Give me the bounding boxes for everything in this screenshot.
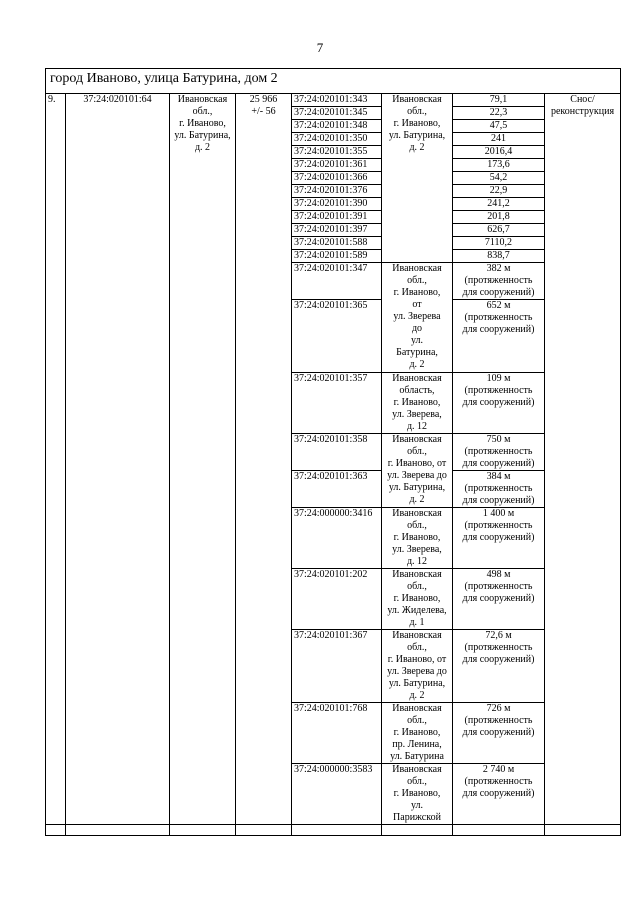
object-extent-line: (протяженность bbox=[464, 385, 533, 396]
object-extent-line: (протяженность bbox=[464, 312, 533, 323]
group-address bbox=[382, 94, 453, 263]
structure-address-line: ул. Батурина, bbox=[388, 678, 446, 689]
object-area bbox=[453, 133, 545, 146]
group-address-line: д. 2 bbox=[409, 142, 425, 153]
object-extent-line: 72,6 м bbox=[485, 630, 512, 641]
structure-address-line: Батурина, bbox=[396, 347, 438, 358]
structure-address bbox=[382, 508, 453, 569]
row-number-line: 9. bbox=[48, 94, 56, 105]
structure-address-line: г. Иваново, от bbox=[387, 458, 447, 469]
object-extent-line: 750 м bbox=[486, 434, 511, 445]
structure-address-line: ул. bbox=[410, 800, 424, 811]
object-cadastral-line: 37:24:020101:358 bbox=[294, 434, 368, 445]
structure-address-line: обл., bbox=[407, 581, 427, 592]
structure-address-line: ул. Зверева bbox=[393, 311, 441, 322]
spacer-cell bbox=[170, 825, 236, 836]
land-cadastral bbox=[66, 94, 170, 825]
object-extent-line: 726 м bbox=[486, 703, 511, 714]
object-extent bbox=[453, 263, 545, 300]
structure-address-line: обл., bbox=[407, 446, 427, 457]
object-extent bbox=[453, 471, 545, 508]
object-cadastral bbox=[292, 198, 382, 211]
object-cadastral bbox=[292, 185, 382, 198]
object-extent-line: для сооружений) bbox=[462, 458, 535, 469]
spacer-cell bbox=[292, 825, 382, 836]
structure-address-line: ул. bbox=[410, 335, 424, 346]
object-cadastral-line: 37:24:020101:589 bbox=[294, 250, 368, 261]
object-cadastral-line: 37:24:020101:357 bbox=[294, 373, 368, 384]
object-area bbox=[453, 94, 545, 107]
object-extent bbox=[453, 434, 545, 471]
object-cadastral-line: 37:24:020101:366 bbox=[294, 172, 368, 183]
spacer-cell bbox=[66, 825, 170, 836]
object-cadastral bbox=[292, 133, 382, 146]
object-cadastral bbox=[292, 159, 382, 172]
section-title: город Иваново, улица Батурина, дом 2 bbox=[46, 69, 621, 94]
object-extent-line: (протяженность bbox=[464, 581, 533, 592]
object-extent bbox=[453, 373, 545, 434]
structure-address-line: Ивановская bbox=[392, 630, 442, 641]
object-area-line: 241 bbox=[491, 133, 506, 144]
object-area bbox=[453, 185, 545, 198]
object-area bbox=[453, 107, 545, 120]
object-cadastral-line: 37:24:020101:350 bbox=[294, 133, 368, 144]
object-extent-line: 2 740 м bbox=[482, 764, 515, 775]
structure-address-line: д. 2 bbox=[409, 359, 425, 370]
object-area bbox=[453, 250, 545, 263]
object-area bbox=[453, 146, 545, 159]
land-address-line: ул. Батурина, bbox=[174, 130, 231, 141]
object-area bbox=[453, 237, 545, 250]
object-cadastral bbox=[292, 224, 382, 237]
object-extent-line: 498 м bbox=[486, 569, 511, 580]
object-extent-line: (протяженность bbox=[464, 483, 533, 494]
object-cadastral-line: 37:24:020101:768 bbox=[294, 703, 368, 714]
structure-address bbox=[382, 373, 453, 434]
object-extent-line: 384 м bbox=[486, 471, 511, 482]
object-area-line: 626,7 bbox=[487, 224, 510, 235]
object-area-line: 79,1 bbox=[489, 94, 508, 105]
structure-address-line: д. 12 bbox=[406, 421, 428, 432]
object-cadastral-line: 37:24:000000:3416 bbox=[294, 508, 373, 519]
object-cadastral bbox=[292, 373, 382, 434]
object-area-line: 241,2 bbox=[487, 198, 510, 209]
object-cadastral bbox=[292, 508, 382, 569]
structure-address-line: ул. Зверева, bbox=[392, 409, 442, 420]
group-address-line: обл., bbox=[407, 106, 427, 117]
structure-address bbox=[382, 630, 453, 703]
structure-address-line: г. Иваново, bbox=[393, 397, 441, 408]
land-address-line: Ивановская bbox=[177, 94, 228, 105]
structure-address-line: ул. Батурина bbox=[390, 751, 444, 762]
object-area bbox=[453, 159, 545, 172]
spacer-cell bbox=[236, 825, 292, 836]
object-cadastral-line: 37:24:020101:397 bbox=[294, 224, 368, 235]
structure-address bbox=[382, 764, 453, 825]
structure-address-line: Парижской bbox=[393, 812, 441, 823]
structure-address-line: ул. Батурина, bbox=[388, 482, 446, 493]
spacer-cell bbox=[382, 825, 453, 836]
object-extent-line: 109 м bbox=[486, 373, 511, 384]
object-extent-line: для сооружений) bbox=[462, 593, 535, 604]
structure-address-line: г. Иваново, от bbox=[387, 654, 447, 665]
structure-address-line: обл., bbox=[407, 776, 427, 787]
structure-address-line: д. 12 bbox=[406, 556, 428, 567]
row-number bbox=[46, 94, 66, 825]
object-extent-line: (протяженность bbox=[464, 776, 533, 787]
action bbox=[545, 94, 621, 825]
land-cadastral-line: 37:24:020101:64 bbox=[83, 94, 152, 105]
structure-address-line: Ивановская bbox=[392, 703, 442, 714]
structure-address bbox=[382, 263, 453, 373]
object-cadastral-line: 37:24:000000:3583 bbox=[294, 764, 373, 775]
structure-address-line: г. Иваново, bbox=[393, 593, 441, 604]
structure-address bbox=[382, 703, 453, 764]
object-cadastral bbox=[292, 569, 382, 630]
object-extent-line: 382 м bbox=[486, 263, 511, 274]
object-cadastral-line: 37:24:020101:365 bbox=[294, 300, 368, 311]
object-cadastral bbox=[292, 300, 382, 373]
object-extent-line: для сооружений) bbox=[462, 397, 535, 408]
object-extent bbox=[453, 569, 545, 630]
structure-address-line: Ивановская bbox=[392, 263, 442, 274]
object-area bbox=[453, 120, 545, 133]
structure-address-line: д. 2 bbox=[409, 494, 425, 505]
structure-address-line: Ивановская bbox=[392, 434, 442, 445]
object-cadastral-line: 37:24:020101:367 bbox=[294, 630, 368, 641]
structure-address-line: д. 1 bbox=[409, 617, 425, 628]
structure-address bbox=[382, 434, 453, 508]
land-area bbox=[236, 94, 292, 825]
object-cadastral-line: 37:24:020101:588 bbox=[294, 237, 368, 248]
object-area-line: 7110,2 bbox=[484, 237, 513, 248]
object-extent-line: для сооружений) bbox=[462, 727, 535, 738]
object-cadastral-line: 37:24:020101:348 bbox=[294, 120, 368, 131]
object-extent-line: для сооружений) bbox=[462, 287, 535, 298]
land-area-line: 25 966 bbox=[249, 94, 278, 105]
object-extent-line: для сооружений) bbox=[462, 788, 535, 799]
object-cadastral-line: 37:24:020101:347 bbox=[294, 263, 368, 274]
structure-address-line: от bbox=[412, 299, 422, 310]
object-cadastral-line: 37:24:020101:363 bbox=[294, 471, 368, 482]
object-extent bbox=[453, 764, 545, 825]
object-area-line: 838,7 bbox=[487, 250, 510, 261]
object-extent-line: (протяженность bbox=[464, 520, 533, 531]
object-area-line: 2016,4 bbox=[484, 146, 513, 157]
structure-address-line: Ивановская bbox=[392, 373, 442, 384]
object-cadastral bbox=[292, 471, 382, 508]
object-extent-line: (протяженность bbox=[464, 715, 533, 726]
structure-address-line: ул. Зверева до bbox=[387, 470, 447, 481]
object-cadastral-line: 37:24:020101:376 bbox=[294, 185, 368, 196]
object-area bbox=[453, 198, 545, 211]
structure-address-line: ул. Зверева до bbox=[387, 666, 447, 677]
action-line: Снос/ bbox=[570, 94, 595, 105]
structure-address-line: обл., bbox=[407, 715, 427, 726]
object-extent-line: (протяженность bbox=[464, 446, 533, 457]
structure-address-line: ул. Жиделева, bbox=[387, 605, 447, 616]
object-area-line: 22,9 bbox=[489, 185, 508, 196]
object-cadastral bbox=[292, 703, 382, 764]
spacer-cell bbox=[545, 825, 621, 836]
object-area-line: 173,6 bbox=[487, 159, 510, 170]
object-cadastral bbox=[292, 172, 382, 185]
object-area bbox=[453, 224, 545, 237]
object-extent bbox=[453, 508, 545, 569]
structure-address-line: г. Иваново, bbox=[393, 287, 441, 298]
object-cadastral-line: 37:24:020101:343 bbox=[294, 94, 368, 105]
object-extent-line: для сооружений) bbox=[462, 654, 535, 665]
group-address-line: г. Иваново, bbox=[393, 118, 441, 129]
structure-address-line: г. Иваново, bbox=[393, 727, 441, 738]
object-cadastral-line: 37:24:020101:361 bbox=[294, 159, 368, 170]
object-cadastral-line: 37:24:020101:202 bbox=[294, 569, 368, 580]
structure-address-line: д. 2 bbox=[409, 690, 425, 701]
object-cadastral bbox=[292, 146, 382, 159]
structure-address-line: г. Иваново, bbox=[393, 532, 441, 543]
object-extent-line: для сооружений) bbox=[462, 532, 535, 543]
objects-table bbox=[45, 68, 621, 836]
table-row-spacer bbox=[46, 825, 621, 836]
object-area-line: 47,5 bbox=[489, 120, 508, 131]
spacer-cell bbox=[453, 825, 545, 836]
object-area bbox=[453, 211, 545, 224]
object-extent-line: для сооружений) bbox=[462, 324, 535, 335]
land-address bbox=[170, 94, 236, 825]
object-area-line: 22,3 bbox=[489, 107, 508, 118]
object-extent bbox=[453, 703, 545, 764]
object-area bbox=[453, 172, 545, 185]
object-extent bbox=[453, 630, 545, 703]
action-line: реконструкция bbox=[550, 106, 615, 117]
structure-address-line: обл., bbox=[407, 520, 427, 531]
object-cadastral bbox=[292, 120, 382, 133]
structure-address-line: область, bbox=[399, 385, 435, 396]
section-title-row bbox=[46, 69, 621, 94]
object-extent-line: 1 400 м bbox=[482, 508, 515, 519]
object-cadastral bbox=[292, 434, 382, 471]
group-address-line: ул. Батурина, bbox=[388, 130, 446, 141]
structure-address-line: Ивановская bbox=[392, 764, 442, 775]
page-number: 7 bbox=[316, 40, 324, 55]
structure-address-line: Ивановская bbox=[392, 569, 442, 580]
object-cadastral bbox=[292, 94, 382, 107]
object-cadastral bbox=[292, 211, 382, 224]
structure-address-line: обл., bbox=[407, 275, 427, 286]
structure-address-line: пр. Ленина, bbox=[392, 739, 442, 750]
structure-address bbox=[382, 569, 453, 630]
structure-address-line: г. Иваново, bbox=[393, 788, 441, 799]
object-cadastral bbox=[292, 764, 382, 825]
object-cadastral bbox=[292, 237, 382, 250]
table-row bbox=[46, 94, 621, 107]
group-address-line: Ивановская bbox=[392, 94, 442, 105]
object-extent bbox=[453, 300, 545, 373]
land-address-line: г. Иваново, bbox=[179, 118, 226, 129]
object-cadastral bbox=[292, 107, 382, 120]
object-cadastral-line: 37:24:020101:390 bbox=[294, 198, 368, 209]
object-area-line: 201,8 bbox=[487, 211, 510, 222]
object-extent-line: (протяженность bbox=[464, 275, 533, 286]
object-cadastral-line: 37:24:020101:355 bbox=[294, 146, 368, 157]
structure-address-line: ул. Зверева, bbox=[392, 544, 442, 555]
object-cadastral-line: 37:24:020101:345 bbox=[294, 107, 368, 118]
spacer-cell bbox=[46, 825, 66, 836]
object-cadastral bbox=[292, 263, 382, 300]
land-address-line: обл., bbox=[192, 106, 213, 117]
object-extent-line: 652 м bbox=[486, 300, 511, 311]
structure-address-line: до bbox=[411, 323, 423, 334]
object-cadastral bbox=[292, 630, 382, 703]
object-extent-line: для сооружений) bbox=[462, 495, 535, 506]
land-address-line: д. 2 bbox=[194, 142, 211, 153]
object-cadastral-line: 37:24:020101:391 bbox=[294, 211, 368, 222]
object-cadastral bbox=[292, 250, 382, 263]
object-extent-line: (протяженность bbox=[464, 642, 533, 653]
land-area-line: +/- 56 bbox=[251, 106, 276, 117]
object-area-line: 54,2 bbox=[489, 172, 508, 183]
structure-address-line: Ивановская bbox=[392, 508, 442, 519]
structure-address-line: обл., bbox=[407, 642, 427, 653]
